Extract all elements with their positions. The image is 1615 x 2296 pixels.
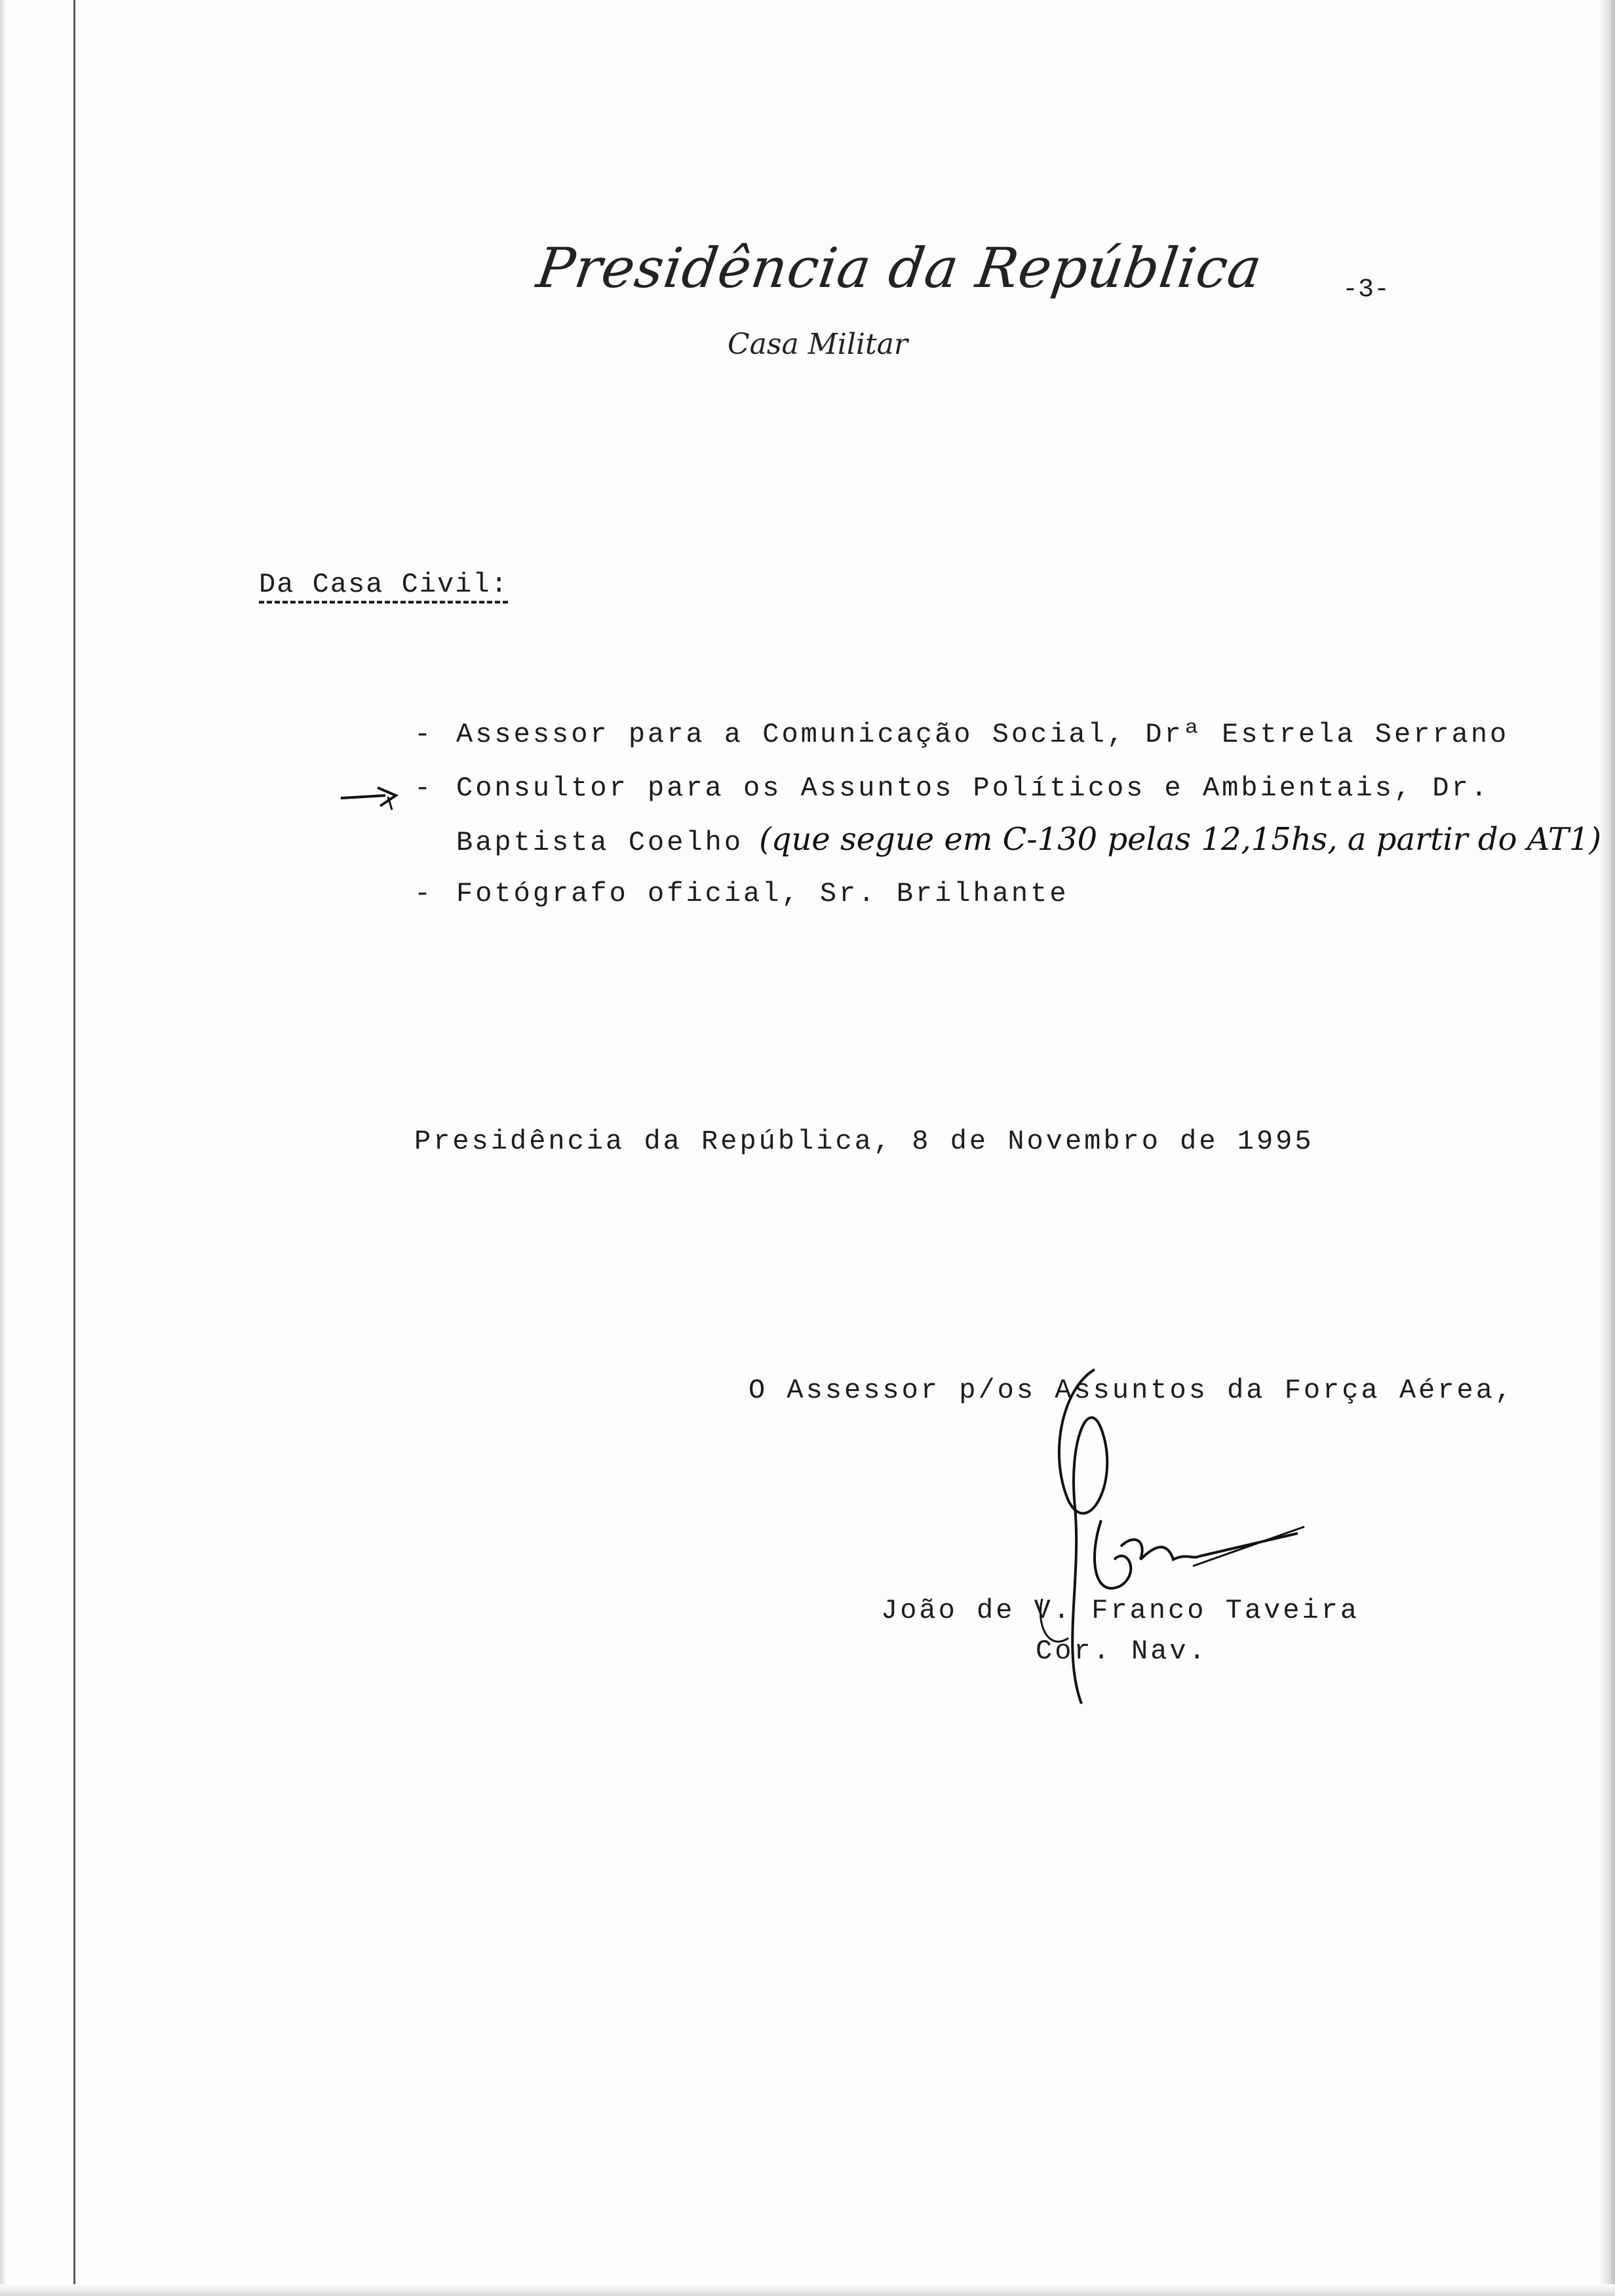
handwritten-annotation: (que segue em C-130 pelas 12,15hs, a partir do AT1): [759, 821, 1602, 858]
signatory-name: João de V. Franco Taveira: [881, 1595, 1360, 1626]
letterhead-subtitle: Casa Militar: [728, 328, 908, 361]
list-item: [414, 868, 1568, 919]
handwritten-arrow-icon: [340, 780, 405, 813]
signatory-role: O Assessor p/os Assuntos da Força Aérea,: [749, 1375, 1515, 1406]
list-item: [414, 709, 1568, 760]
page-number: -3-: [1342, 275, 1390, 305]
scan-edge-shadow: [0, 0, 7, 2296]
list-item: [414, 763, 1602, 868]
letterhead-title: Presidência da República: [533, 236, 1266, 300]
page-right-edge: [1599, 0, 1615, 2296]
list-item-text: Fotógrafo oficial, Sr. Brilhante: [456, 878, 1069, 909]
page-bottom-edge: [0, 2284, 1615, 2296]
list-dash: -: [414, 773, 434, 804]
list-item-text: Assessor para a Comunicação Social, Drª Estrela Serrano: [456, 719, 1509, 750]
section-heading: Da Casa Civil:: [259, 569, 509, 600]
date-line: Presidência da República, 8 de Novembro de 1995: [414, 1126, 1314, 1157]
list-dash: -: [414, 878, 434, 909]
list-item-text: Consultor para os Assuntos Políticos e Ambientais, Dr.: [456, 773, 1490, 804]
list-item-text-cont: [456, 814, 1602, 868]
list-dash: -: [414, 719, 434, 750]
signatory-rank: Cor. Nav.: [1036, 1636, 1208, 1667]
page-left-border: [73, 0, 75, 2296]
list-item-text-line2: Baptista Coelho: [456, 827, 744, 858]
attendee-list: [414, 709, 1602, 919]
